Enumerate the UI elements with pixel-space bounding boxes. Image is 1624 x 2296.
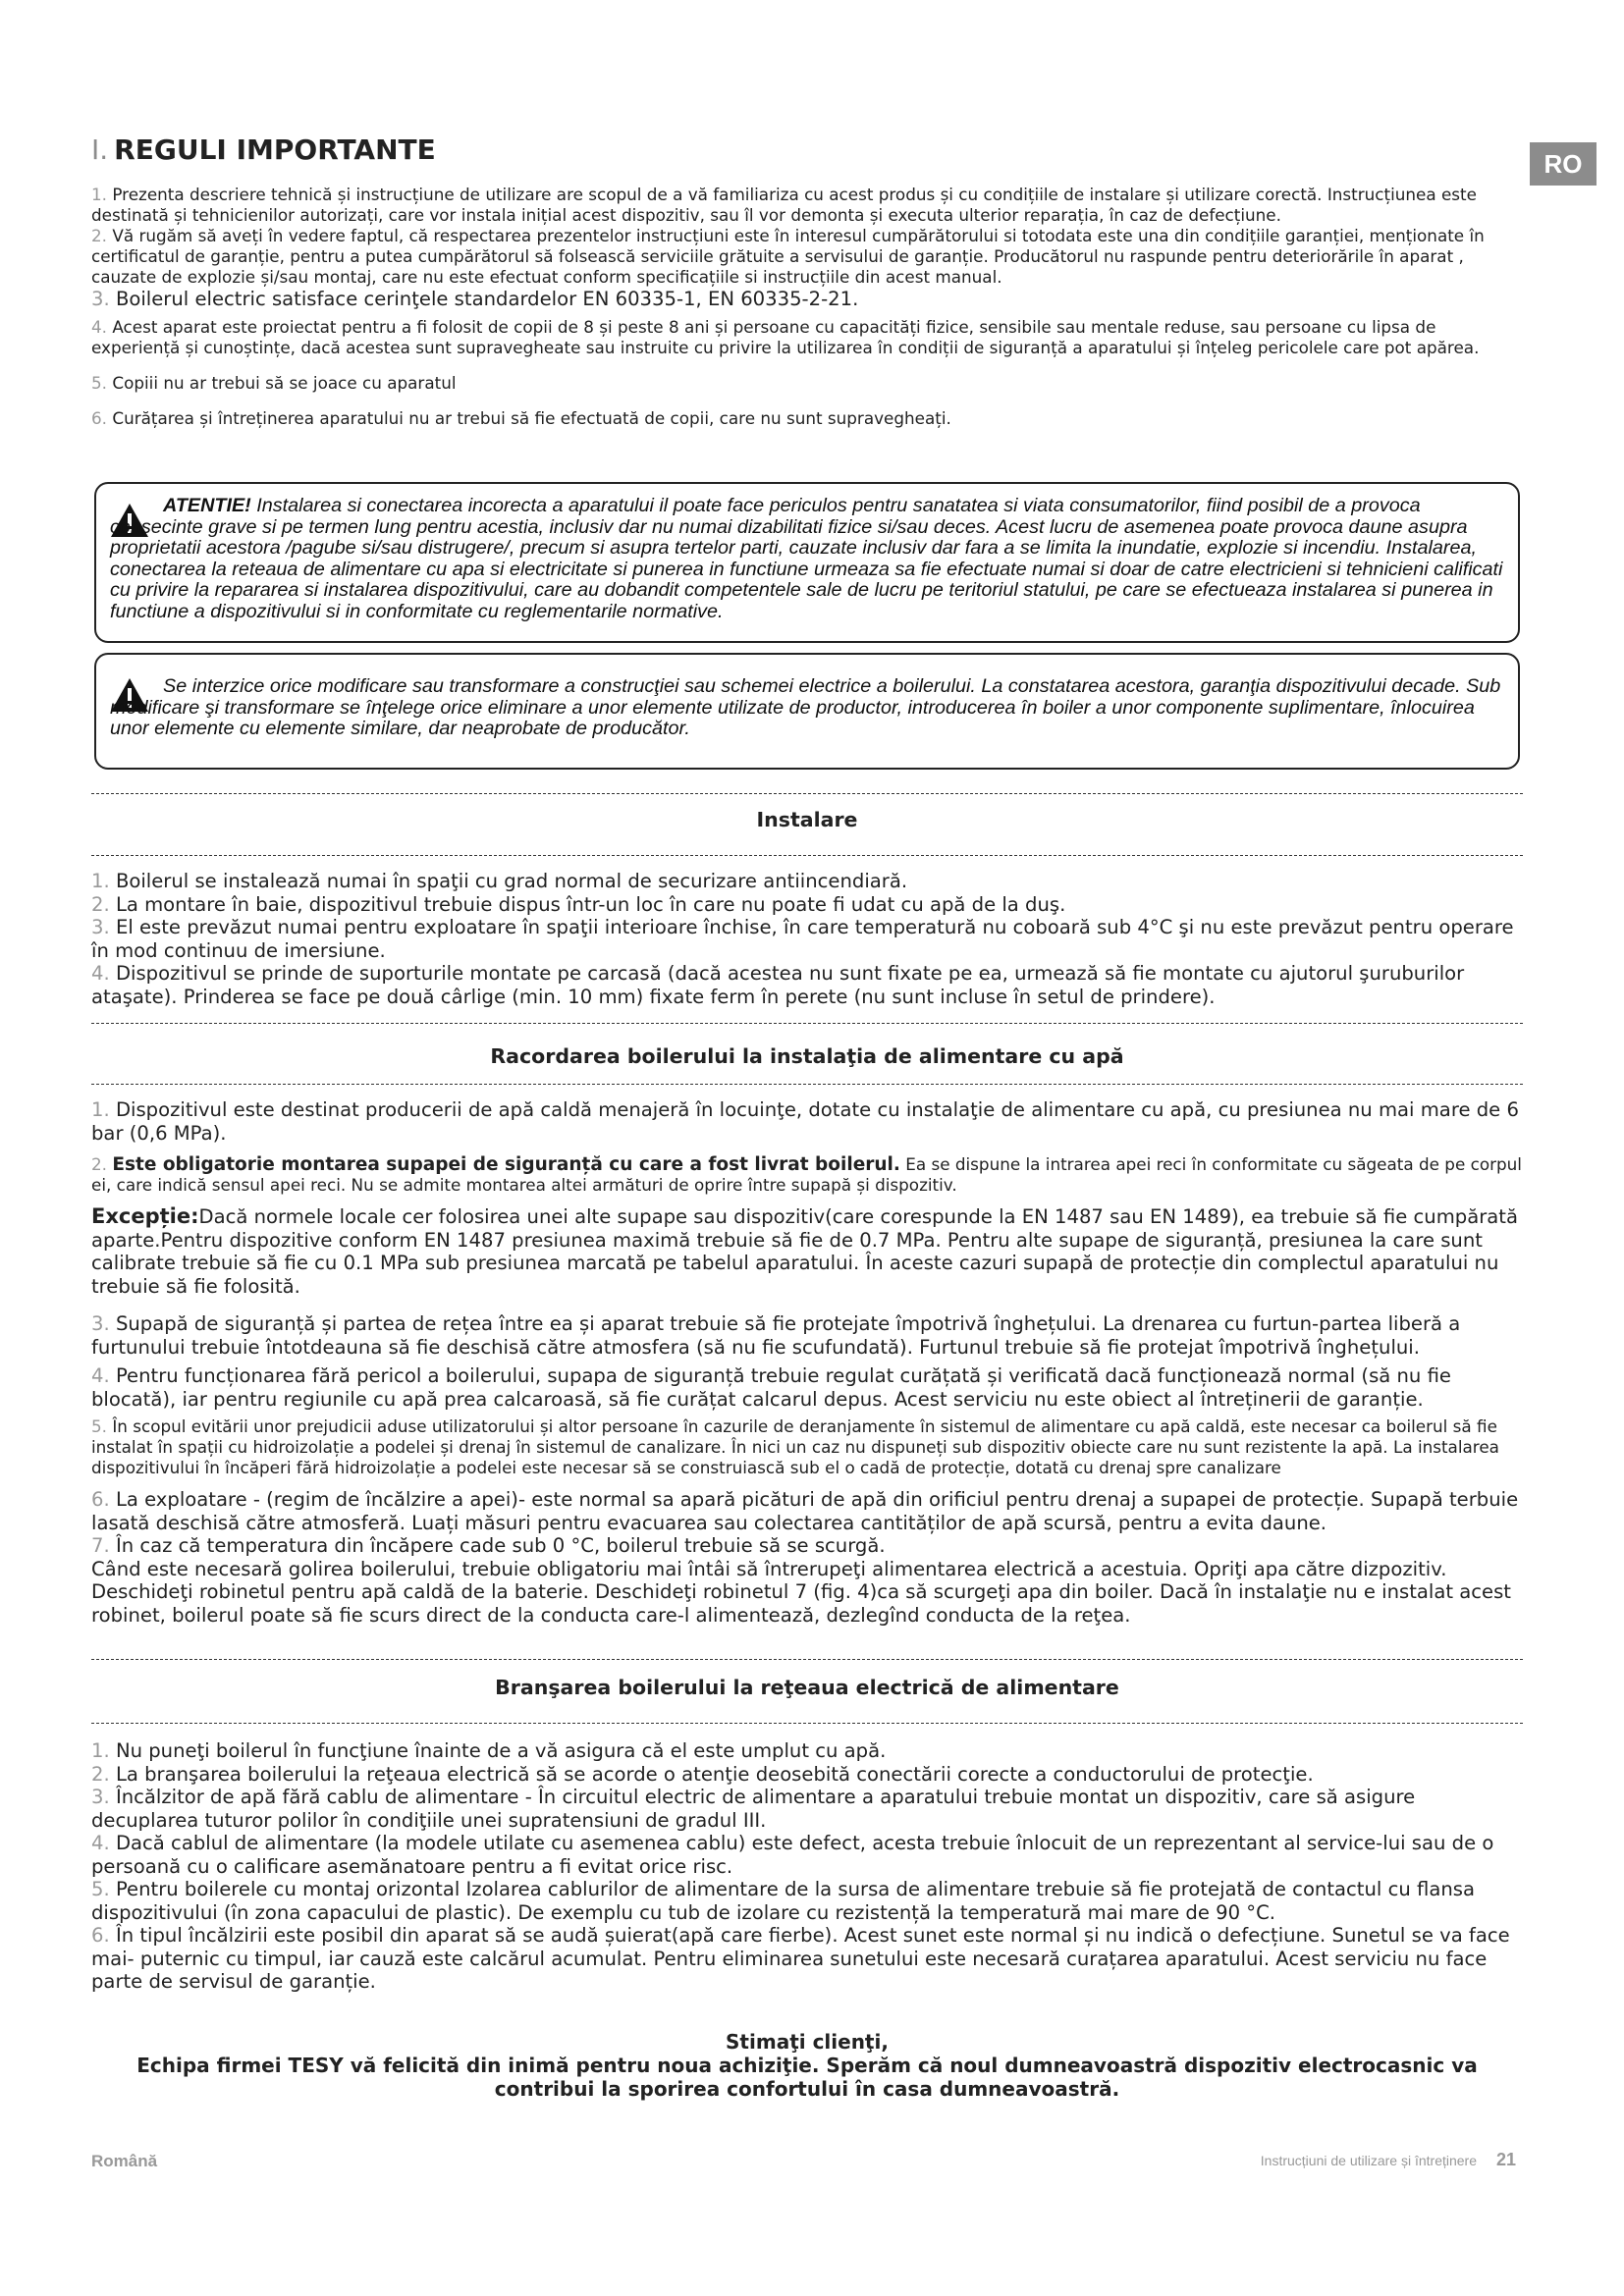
list-item: 5. În scopul evitării unor prejudicii aduse utilizatorului și altor persoane în cazurile de deranjamente în sistemul de alimentare cu apă caldă, este necesar ca boilerul să fie instalat în spații cu hidroizolație a podelei și drenaj în sistemul de canalizare. În nici un caz nu dispuneți sub dispozitiv obiecte care nu sunt rezistente la apă. La instalarea dispozitivului în încăperi fără hidroizolație a podelei este necesar să se construiască sub el o cadă de protecție, dotată cu drenaj spre canalizare <box>91 1416 1499 1477</box>
section-electric <box>91 1739 1523 1994</box>
list-item: 4. Dispozitivul se prinde de suporturile montate pe carcasă (dacă acestea nu sunt fixate pe ea, urmează să fie montate cu ajutorul şuruburilor ataşate). Prinderea se face pe două cârlige (min. 10 mm) fixate ferm în perete (nu sunt incluse în setul de prindere). <box>91 962 1465 1008</box>
intro-item: 2. Vă rugăm să aveți în vedere faptul, că respectarea prezentelor instrucțiuni este în interesul cumpărătorului si totodata este una din condițiile garanției, menționate în certificatul de garanție, pentru a putea cumpărătorul să folsească serviciile grătuite a servisului de garanție. Producătorul nu raspunde pentru deteriorările în aparat , cauzate de explozie și/sau montaj, care nu este efectuat conform specificațiile si instrucțiile din acest manual. <box>91 226 1485 287</box>
list-item: 5. Pentru boilerele cu montaj orizontal Izolarea cablurilor de alimentare de la sursa de alimentare trebuie să fie protejată de contactul cu flansa dispozitivului (în zona capacului de plastic). De exemplu cu tub de izolare cu rezistență la temperatură mai mare de 90 °C. <box>91 1878 1475 1924</box>
drain-paragraph: Când este necesară golirea boilerului, trebuie obligatoriu mai întâi să întrerupeţi alimentarea electrică a acestuia. Opriţi apa către dizpozitiv. Deschideţi robinetul pentru apă caldă de la baterie. Deschideţi robinetul 7 (fig. 4)ca să scurgeţi apa din boiler. Dacă în instalaţie nu e instalat acest robinet, boilerul poate să fie scurs direct de la conducta care-l alimentează, dezlegînd conducta de la reţea. <box>91 1557 1511 1627</box>
list-item: 6. În tipul încălzirii este posibil din aparat să se audă șuierat(apă care fierbe). Acest sunet este normal și nu indică o defecțiune. Sunetul se va face mai- puternic cu timpul, iar cauză este calcărul acumulat. Pentru eliminarea sunetului este necesară curațarea aparatului. Acest serviciu nu face parte de servisul de garanție. <box>91 1924 1510 1993</box>
mandatory-note: Este obligatorie montarea supapei de siguranță cu care a fost livrat boilerul. <box>112 1154 900 1175</box>
warning-box-attention <box>94 482 1520 643</box>
intro-item: 6. Curățarea și întreținerea aparatului nu ar trebui să fie efectuată de copii, care nu sunt supravegheați. <box>91 407 951 428</box>
section-apa <box>91 1098 1523 1627</box>
exception-paragraph: Excepție:Dacă normele locale cer folosirea unei alte supape sau dispozitiv(care corespunde la EN 1487 sau EN 1489), ea trebuie să fie cumpărată aparte.Pentru dispozitive conform EN 1487 presiunea maximă trebuie să fie de 0.7 MPa. Pentru alte supape de siguranță, presiunea la care sunt calibrate trebuie să fie cu 0.1 MPa sub presiunea marcată pe tabelul aparatului. În aceste cazuri supapă de protecție din complectul aparatului nu trebuie să fie folosită. <box>91 1204 1519 1298</box>
warning-label: ATENTIE! <box>163 495 251 516</box>
intro-item: 5. Copiii nu ar trebui să se joace cu aparatul <box>91 372 457 393</box>
language-tab: RO <box>1530 142 1597 186</box>
dashed-divider <box>91 1659 1523 1660</box>
dashed-divider <box>91 1723 1523 1724</box>
closing-message <box>91 2030 1523 2101</box>
list-item: 1. Nu puneţi boilerul în funcţiune înainte de a vă asigura că el este umplut cu apă. <box>91 1739 887 1762</box>
page-number: 21 <box>1496 2150 1517 2169</box>
title-text: REGULI IMPORTANTE <box>114 133 436 166</box>
intro-item: 4. Acest aparat este proiectat pentru a fi folosit de copii de 8 și peste 8 ani și persoane cu capacități fizice, sensibile sau mentale reduse, sau persoane cu lipsa de experiență și cunoștințe, dacă acestea sunt supravegheate sau instruite cu privire la utilizarea în condiții de siguranță a aparatului și înțeleg pericolele care pot apărea. <box>91 316 1480 357</box>
intro-item: 3. Boilerul electric satisface cerinţele standardelor EN 60335-1, EN 60335-2-21. <box>91 288 859 310</box>
closing-greeting: Stimaţi clienţi, <box>726 2030 889 2054</box>
list-item: 2. La branşarea boilerului la reţeaua electrică să se acorde o atenţie deosebită conectării corecte a conductorului de protecţie. <box>91 1762 1314 1786</box>
list-item: 6. La exploatare - (regim de încălzire a apei)- este normal sa apară picături de apă din orificiul pentru drenaj a supapei de protecție. Supapă terbuie lasată deschisă către atmosferă. Luați măsuri pentru evacuarea sau colectarea cantităților de apă scursă, pentru a evita daune. <box>91 1488 1519 1534</box>
warning-text: Se interzice orice modificare sau transformare a construcţiei sau schemei electrice a boilerului. La constatarea acestora, garanţia dispozitivului decade. Sub modificare şi transformare se înţelege orice eliminare a unor elemente utilizate de productor, introducerea în boiler a unor componente suplimentare, înlocuirea unor elemente cu elemente similare, dar neaprobate de producător. <box>110 675 1501 739</box>
list-item: 3. Încălzitor de apă fără cablu de alimentare - În circuitul electric de alimentare a aparatului trebuie montat un dispozitiv, care să asigure decuplarea tuturor polilor în condiţiile unei supratensiuni de gradul III. <box>91 1786 1416 1832</box>
dashed-divider <box>91 1084 1523 1085</box>
list-item: 1. Boilerul se instalează numai în spaţii cu grad normal de securizare antiincendiară. <box>91 870 908 892</box>
warning-text: ATENTIE! Instalarea si conectarea incorecta a aparatului il poate face periculos pentru sanatatea si viata consumatorilor, fiind posibil de a provoca consecinte grave si pe termen lung pentru acestia, inclusiv dar nu numai dizabilitati fizice si/sau deces. Acest lucru de asemenea poate provoca daune asupra proprietatii acestora /pagube si/sau distrugere/, precum si asupra tertelor parti, cauzate inclusiv dar fara a se limita la inundatie, explozie si incendiu. Instalarea, conectarea la reteaua de alimentare cu apa si electricitate si punerea in functiune urmeaza sa fie efectuate numai si doar de catre electricieni si tehnicieni calificati cu privire la repararea si instalarea dispozitivului, care au dobandit competentele sale de lucru pe teritoriul statului, pe care se efectueaza instalarea si punerea in functiune a dispozitivului si in conformitate cu reglementarile normative. <box>110 495 1503 622</box>
section-heading-electric: Branşarea boilerului la reţeaua electrică de alimentare <box>495 1676 1119 1699</box>
footer-language: Română <box>91 2152 158 2170</box>
title-number: I. <box>91 133 109 166</box>
exception-label: Excepție: <box>91 1204 199 1228</box>
closing-text: Echipa firmei TESY vă felicită din inimă pentru noua achiziţie. Sperăm că noul dumneavoastră dispozitiv electrocasnic va contribui la sporirea confortului în casa dumneavoastră. <box>136 2054 1478 2101</box>
list-item: 3. El este prevăzut numai pentru exploatare în spaţii interioare închise, în care temperatură nu coboară sub 4°C şi nu este prevăzut pentru operare în mod continuu de imersiune. <box>91 916 1514 962</box>
list-item: 2. La montare în baie, dispozitivul trebuie dispus într-un loc în care nu poate fi udat cu apă de la duş. <box>91 892 1066 916</box>
intro-rules <box>91 185 1523 429</box>
dashed-divider <box>91 855 1523 856</box>
list-item: 4. Pentru funcționarea fără pericol a boilerului, supapa de siguranță trebuie regulat curățată și verificată dacă funcționează normal (să nu fie blocată), iar pentru regiunile cu apă prea calcaroasă, să fie curățat calcarul depus. Acest serviciu nu este obiect al întreținerii de garanție. <box>91 1364 1451 1411</box>
list-item: 2. Este obligatorie montarea supapei de siguranță cu care a fost livrat boilerul. Ea se dispune la intrarea apei reci în conformitate cu săgeata de pe corpul ei, care indică sensul apei reci. Nu se admite montarea altei armături de oprire între supapă și dispozitiv. <box>91 1154 1522 1195</box>
list-item: 3. Supapă de siguranță și partea de rețea între ea și aparat trebuie să fie protejate împotrivă înghețului. La drenarea cu furtun-partea liberă a furtunului trebuie întotdeauna să fie deschisă către atmosfera (să nu fie scufundată). Furtunul trebuie să fie protejat împotrivă înghețului. <box>91 1312 1461 1359</box>
section-instalare <box>91 870 1523 1008</box>
dashed-divider <box>91 793 1523 794</box>
section-heading-apa: Racordarea boilerului la instalaţia de alimentare cu apă <box>490 1044 1124 1068</box>
warning-box-modification <box>94 653 1520 770</box>
list-item: 4. Dacă cablul de alimentare (la modele utilate cu asemenea cablu) este defect, acesta trebuie înlocuit de un reprezentant al service-lui sau de o persoană cu o calificare asemănatoare pentru a fi evitat orice risc. <box>91 1832 1494 1878</box>
section-heading-instalare: Instalare <box>756 808 858 831</box>
list-item: 7. În caz că temperatura din încăpere cade sub 0 °C, boilerul trebuie să se scurgă. <box>91 1534 886 1557</box>
footer-doc-title: Instrucțiuni de utilizare și întreținere <box>1260 2153 1477 2168</box>
list-item: 1. Dispozitivul este destinat producerii de apă caldă menajeră în locuinţe, dotate cu instalaţie de alimentare cu apă, cu presiunea nu mai mare de 6 bar (0,6 MPa). <box>91 1098 1519 1145</box>
dashed-divider <box>91 1023 1523 1024</box>
intro-item: 1. Prezenta descriere tehnică și instrucțiune de utilizare are scopul de a vă familiariza cu acest produs și cu condițiile de instalare și utilizare corectă. Instrucțiunea este destinată și tehnicienilor autorizați, care vor instala inițial acest dispozitiv, sau îl vor demonta și executa ulterior reparația, în caz de defecțiune. <box>91 185 1477 225</box>
page-title <box>91 133 436 166</box>
